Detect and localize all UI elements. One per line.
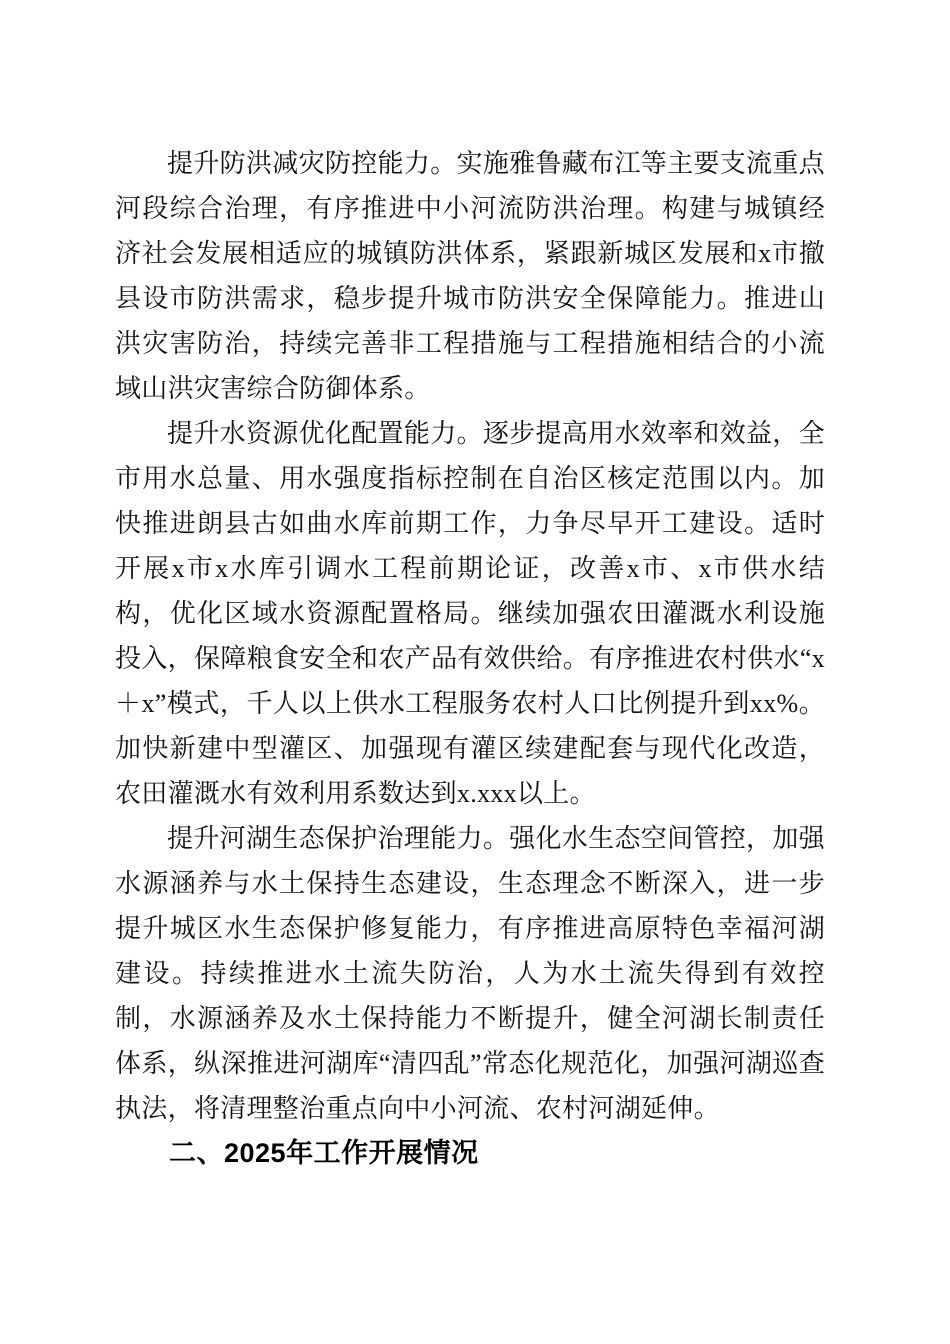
document-body bbox=[115, 141, 825, 1176]
paragraph-water-resources: 提升水资源优化配置能力。逐步提高用水效率和效益，全市用水总量、用水强度指标控制在自治区核定范围以内。加快推进朗县古如曲水库前期工作，力争尽早开工建设。适时开展x市x水库引调水工程前期论证，改善x市、x市供水结构，优化区域水资源配置格局。继续加强农田灌溉水利设施投入，保障粮食安全和农产品有效供给。有序推进农村供水“x＋x”模式，千人以上供水工程服务农村人口比例提升到xx%。加快新建中型灌区、加强现有灌区续建配套与现代化改造，农田灌溉水有效利用系数达到x.xxx以上。 bbox=[115, 419, 825, 808]
section-heading-2025-work: 二、2025年工作开展情况 bbox=[169, 1138, 479, 1168]
paragraph-flood-control: 提升防洪减灾防控能力。实施雅鲁藏布江等主要支流重点河段综合治理，有序推进中小河流防洪治理。构建与城镇经济社会发展相适应的城镇防洪体系，紧跟新城区发展和x市撤县设市防洪需求，稳步提升城市防洪安全保障能力。推进山洪灾害防治，持续完善非工程措施与工程措施相结合的小流域山洪灾害综合防御体系。 bbox=[115, 149, 825, 403]
paragraph-river-lake-ecology: 提升河湖生态保护治理能力。强化水生态空间管控，加强水源涵养与水土保持生态建设，生态理念不断深入，进一步提升城区水生态保护修复能力，有序推进高原特色幸福河湖建设。持续推进水土流失防治，人为水土流失得到有效控制，水源涵养及水土保持能力不断提升，健全河湖长制责任体系，纵深推进河湖库“清四乱”常态化规范化，加强河湖巡查执法，将清理整治重点向中小河流、农村河湖延伸。 bbox=[115, 824, 825, 1123]
